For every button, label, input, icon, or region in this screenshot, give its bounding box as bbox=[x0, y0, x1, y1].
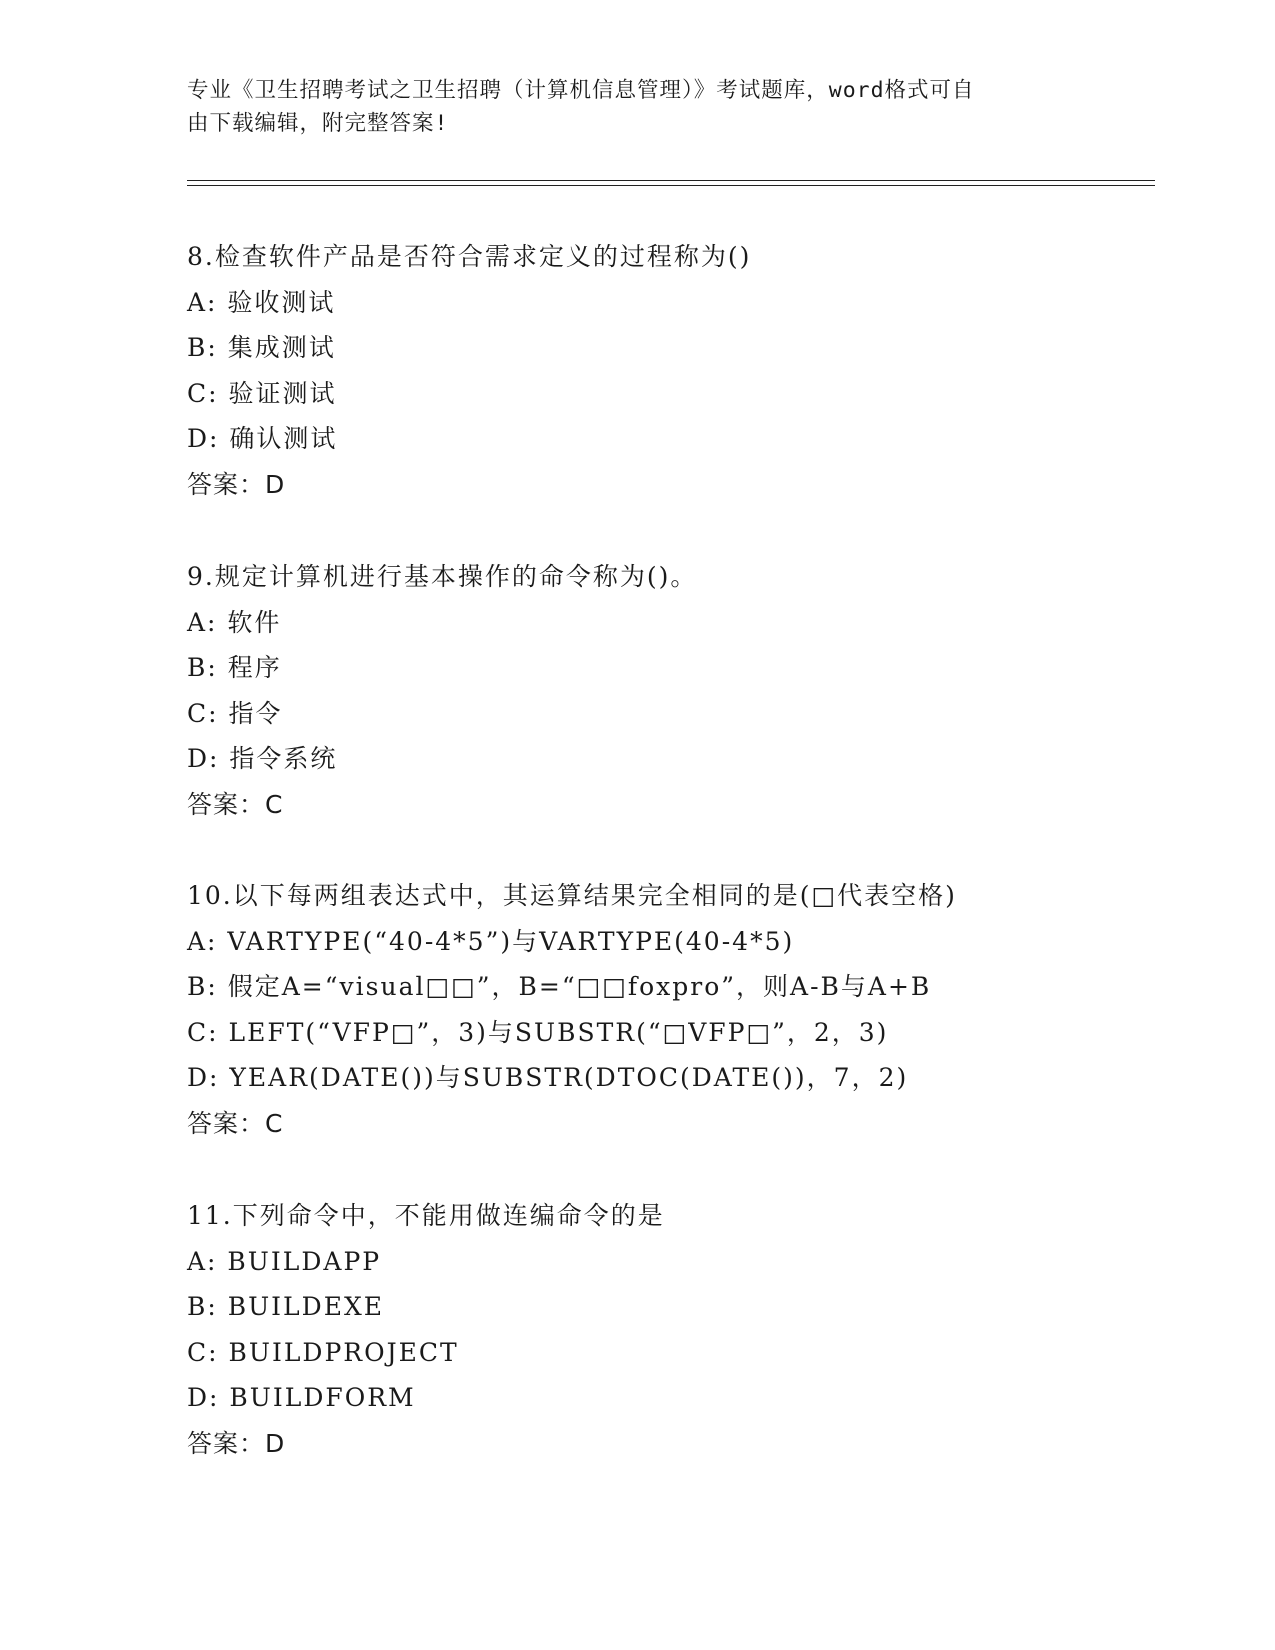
header-divider-top bbox=[187, 180, 1155, 181]
option-c: C: BUILDPROJECT bbox=[187, 1337, 459, 1367]
option-c: C: LEFT(“VFP□”，3)与SUBSTR(“□VFP□”，2，3) bbox=[187, 1017, 889, 1047]
option-c: C: 验证测试 bbox=[187, 378, 337, 408]
option-b: B: 程序 bbox=[187, 653, 282, 683]
question-block bbox=[187, 554, 1187, 828]
option-c: C: 指令 bbox=[187, 698, 283, 728]
option-d: D: BUILDFORM bbox=[187, 1383, 416, 1413]
option-b: B: 集成测试 bbox=[187, 333, 336, 363]
answer: 答案：D bbox=[187, 1428, 286, 1458]
answer: 答案：D bbox=[187, 469, 286, 499]
option-d: D: YEAR(DATE())与SUBSTR(DTOC(DATE())，7，2) bbox=[187, 1063, 909, 1093]
question-stem: 10.以下每两组表达式中，其运算结果完全相同的是(□代表空格) bbox=[187, 881, 957, 910]
option-d: D: 指令系统 bbox=[187, 744, 338, 774]
header-line-2: 由下载编辑，附完整答案! bbox=[187, 111, 449, 136]
option-a: A: BUILDAPP bbox=[187, 1246, 382, 1276]
question-block bbox=[187, 234, 1187, 508]
answer: 答案：C bbox=[187, 789, 284, 819]
question-block bbox=[187, 873, 1187, 1147]
question-stem: 8.检查软件产品是否符合需求定义的过程称为() bbox=[187, 242, 752, 271]
option-b: B: 假定A=“visual□□”，B=“□□foxpro”，则A-B与A+B bbox=[187, 972, 932, 1002]
option-b: B: BUILDEXE bbox=[187, 1292, 384, 1322]
option-a: A: 验收测试 bbox=[187, 287, 336, 317]
option-d: D: 确认测试 bbox=[187, 424, 338, 454]
question-stem: 9.规定计算机进行基本操作的命令称为()。 bbox=[187, 562, 698, 591]
answer: 答案：C bbox=[187, 1108, 284, 1138]
option-a: A: 软件 bbox=[187, 607, 282, 637]
option-a: A: VARTYPE(“40-4*5”)与VARTYPE(40-4*5) bbox=[187, 926, 795, 956]
question-stem: 11.下列命令中，不能用做连编命令的是 bbox=[187, 1201, 665, 1230]
document-header bbox=[187, 74, 1067, 140]
question-block bbox=[187, 1193, 1187, 1467]
header-divider-bottom bbox=[187, 185, 1155, 186]
header-line-1: 专业《卫生招聘考试之卫生招聘（计算机信息管理）》考试题库，word格式可自 bbox=[187, 78, 975, 103]
